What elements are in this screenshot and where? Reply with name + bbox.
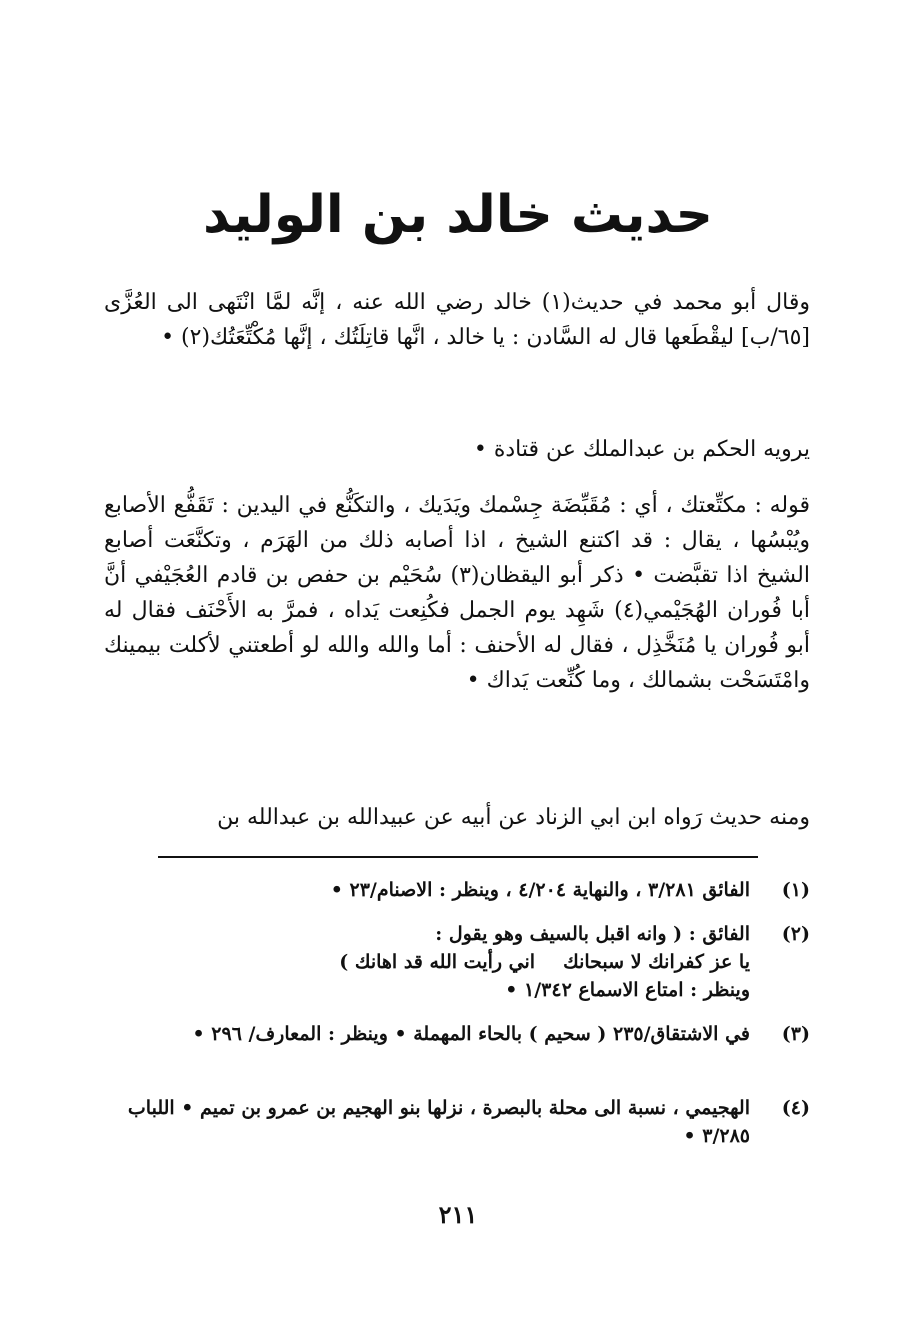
footnote-text: في الاشتقاق/٢٣٥ ( سحيم ) بالحاء المهملة • وينظر : المعارف/ ٢٩٦ • [192, 1023, 750, 1045]
footnote-separator [158, 856, 758, 858]
footnote-3 [104, 1020, 810, 1048]
paragraph-1: وقال أبو محمد في حديث(١) خالد رضي الله عنه ، إنَّه لمَّا انْتَهى الى العُزَّى [٦٥/ب] ليقْطَعها قال له السَّادن : يا خالد ، انَّها قاتِلَتُك ، إنَّها مُكْتِّعَتُك(٢) • [104, 290, 810, 350]
footnote-text: الفائق ٣/٢٨١ ، والنهاية ٤/٢٠٤ ، وينظر : الاصنام/٢٣ • [330, 879, 750, 901]
footnote-number: (١) [781, 879, 810, 901]
footnote-number: (٤) [781, 1097, 810, 1119]
paragraph-4: ومنه حديث رَواه ابن ابي الزناد عن أبيه عن عبيدالله بن عبدالله بن [217, 805, 810, 830]
verse-hemistich-b: اني رأيت الله قد اهانك ) [339, 951, 536, 973]
footnote-1 [104, 876, 810, 904]
verse-line [104, 948, 750, 976]
footnote-body [104, 920, 750, 1004]
footnote-text: الفائق : ( وانه اقبل بالسيف وهو يقول : [435, 923, 750, 945]
footnote-text-continued: وينظر : امتاع الاسماع ١/٣٤٢ • [505, 979, 750, 1001]
page-number: ٢١١ [438, 1200, 478, 1229]
paragraph-2: يرويه الحكم بن عبدالملك عن قتادة • [473, 437, 810, 462]
paragraph-3: قوله : مكتِّعتك ، أي : مُقَبِّضَة جِسْمك ويَدَيك ، والتكَنُّع في اليدين : تَقَفُّع الأصابع ويُبْسُها ، يقال : قد اكتنع الشيخ ، اذا أصابه ذلك من الهَرَم ، وتكنَّعَت أصابع الشيخ اذا تقبَّضت • ذكر أبو اليقظان(٣) سُحَيْم بن حفص بن قادم العُجَيْفي أنَّ أبا فُوران الهُجَيْمي(٤) شَهِد يوم الجمل فكُنِعت يَداه ، فمرَّ به الأَحْنَف فقال له أبو فُوران يا مُنَخَّذِل ، فقال له الأحنف : أما والله والله لو أطعتني لأكلت بيمينك وامْتَسَحْت بشمالك ، وما كُنِّعت يَداك • [104, 493, 811, 693]
verse-hemistich-a: يا عز كفرانك لا سبحانك [563, 951, 750, 973]
footnote-number: (٢) [781, 923, 810, 945]
footnote-number: (٣) [781, 1023, 810, 1045]
footnote-4 [104, 1094, 810, 1150]
chapter-title: حديث خالد بن الوليد [202, 185, 714, 245]
footnote-text: الهجيمي ، نسبة الى محلة بالبصرة ، نزلها بنو الهجيم بن عمرو بن تميم • اللباب ٣/٢٨٥ • [127, 1097, 750, 1147]
footnote-2 [104, 920, 810, 1004]
